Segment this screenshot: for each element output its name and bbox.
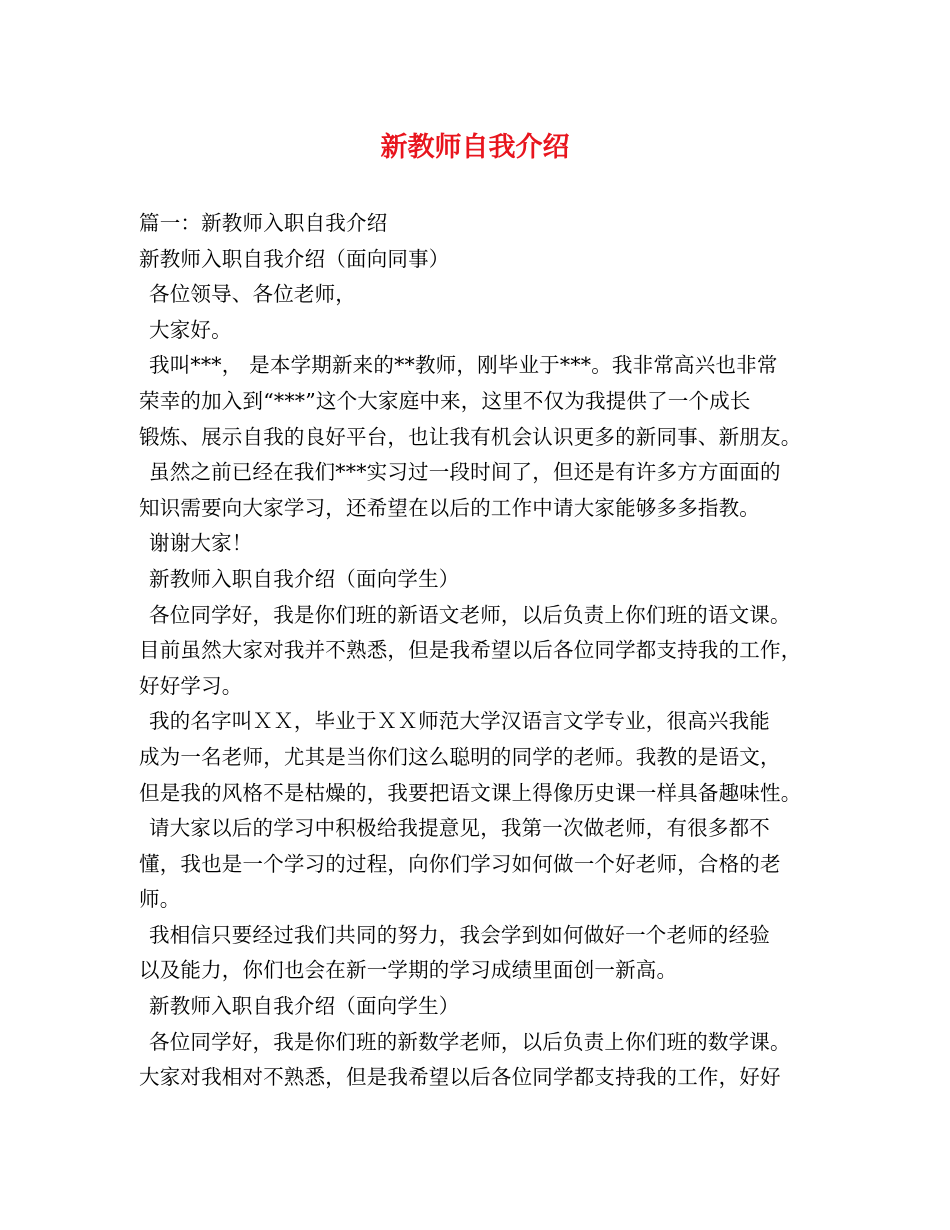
text-line: 篇一：新教师入职自我介绍 (139, 211, 388, 235)
document-title: 新教师自我介绍 (380, 132, 570, 163)
document-body (139, 206, 829, 1096)
text-line: 各位同学好，我是你们班的新语文老师，以后负责上你们班的语文课。 (149, 602, 791, 627)
text-line: 新教师入职自我介绍（面向学生） (149, 994, 460, 1019)
text-line: 锻炼、展示自我的良好平台，也让我有机会认识更多的新同事、新朋友。 (139, 424, 802, 449)
text-line: 以及能力，你们也会在新一学期的学习成绩里面创一新高。 (139, 958, 678, 983)
text-line: 虽然之前已经在我们***实习过一段时间了，但还是有许多方方面面的 (149, 460, 781, 485)
text-line: 我叫***， 是本学期新来的**教师，刚毕业于***。我非常高兴也非常 (149, 353, 778, 378)
text-line: 各位领导、各位老师， (149, 282, 356, 307)
text-line: 我相信只要经过我们共同的努力，我会学到如何做好一个老师的经验 (149, 922, 770, 947)
text-line: 请大家以后的学习中积极给我提意见，我第一次做老师，有很多都不 (149, 816, 770, 841)
text-line: 知识需要向大家学习，还希望在以后的工作中请大家能够多多指教。 (139, 495, 760, 520)
text-line: 师。 (139, 887, 181, 912)
text-line: 新教师入职自我介绍（面向学生） (149, 566, 460, 591)
text-line: 我的名字叫ＸＸ，毕业于ＸＸ师范大学汉语言文学专业，很高兴我能 (149, 709, 770, 734)
text-line: 成为一名老师，尤其是当你们这么聪明的同学的老师。我教的是语文， (139, 744, 781, 769)
text-line: 目前虽然大家对我并不熟悉，但是我希望以后各位同学都支持我的工作， (139, 638, 802, 663)
text-line: 各位同学好，我是你们班的新数学老师，以后负责上你们班的数学课。 (149, 1029, 791, 1054)
text-line: 新教师入职自我介绍（面向同事） (139, 246, 450, 271)
text-line: 荣幸的加入到“***”这个大家庭中来，这里不仅为我提供了一个成长 (139, 388, 751, 413)
text-line: 但是我的风格不是枯燥的，我要把语文课上得像历史课一样具备趣味性。 (139, 780, 802, 805)
text-line: 大家好。 (149, 317, 232, 342)
text-line: 大家对我相对不熟悉，但是我希望以后各位同学都支持我的工作，好好 (139, 1065, 781, 1090)
text-line: 懂，我也是一个学习的过程，向你们学习如何做一个好老师，合格的老 (139, 851, 781, 876)
text-line: 谢谢大家！ (149, 531, 253, 556)
text-line: 好好学习。 (139, 673, 243, 698)
